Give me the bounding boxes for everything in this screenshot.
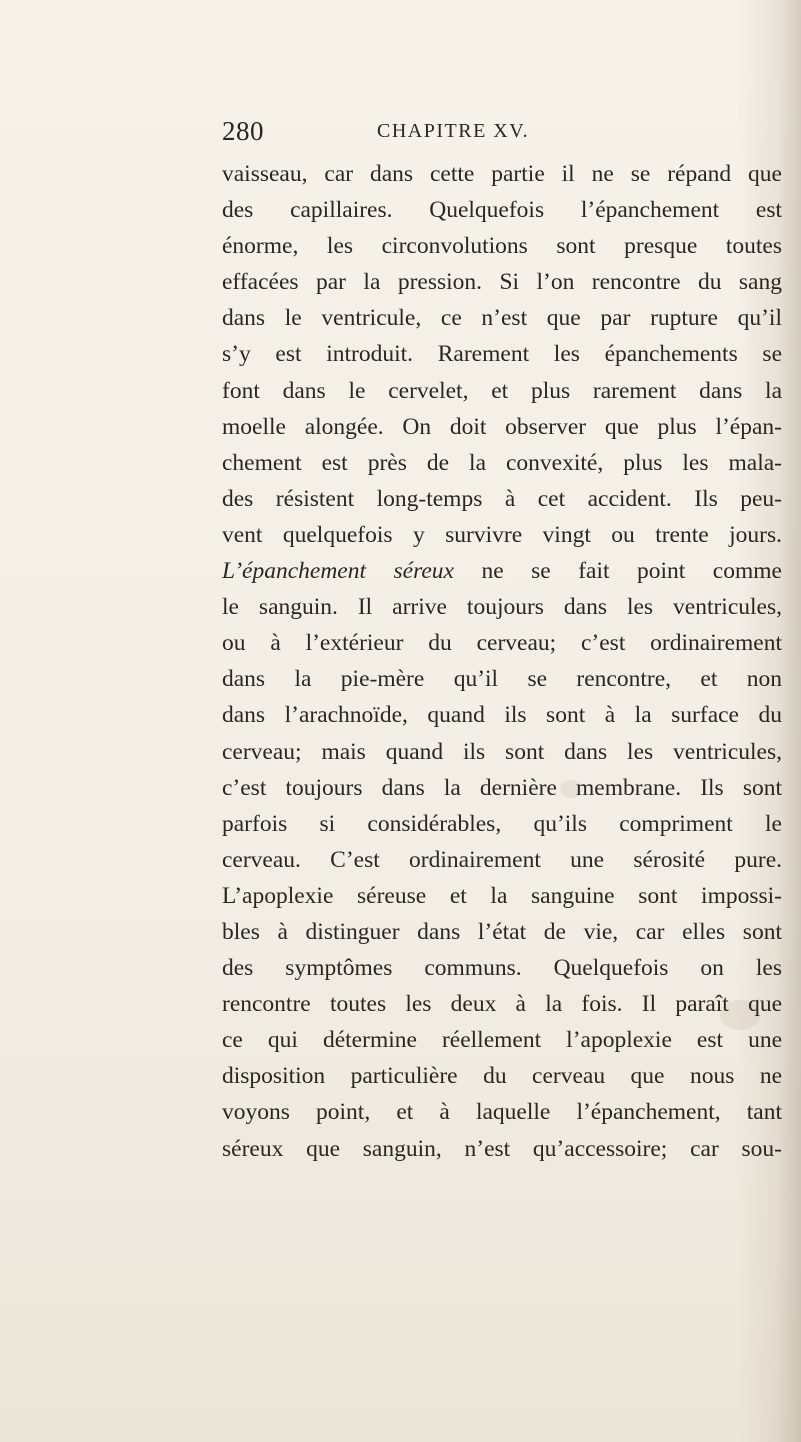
text-line: vent quelquefois y survivre vingt ou trente jours. (222, 521, 782, 548)
text-line: disposition particulière du cerveau que nous ne (222, 1063, 782, 1090)
text-line: parfois si considérables, qu’ils compriment le (222, 810, 782, 837)
running-head (222, 116, 782, 156)
text-line: le sanguin. Il arrive toujours dans les ventricules, (222, 594, 782, 621)
text-line: cerveau. C’est ordinairement une sérosité pure. (222, 846, 782, 873)
text-line: voyons point, et à laquelle l’épanchement, tant (222, 1099, 782, 1126)
text-line: bles à distinguer dans l’état de vie, car elles sont (222, 918, 782, 945)
chapter-title: CHAPITRE XV. (377, 120, 530, 142)
text-line: énorme, les circonvolutions sont presque toutes (222, 233, 782, 260)
text-line: vaisseau, car dans cette partie il ne se répand que (222, 161, 782, 187)
text-line: des résistent long-temps à cet accident. Ils peu- (222, 485, 782, 512)
text-line: dans la pie-mère qu’il se rencontre, et non (222, 666, 782, 693)
text-line: moelle alongée. On doit observer que plus l’épan- (222, 413, 782, 440)
body-text (222, 156, 782, 1167)
text-line: font dans le cervelet, et plus rarement dans la (222, 377, 782, 404)
text-line: des capillaires. Quelquefois l’épanchement est (222, 197, 782, 224)
text-line-with-italic (222, 553, 782, 589)
text-line: cerveau; mais quand ils sont dans les ventricules, (222, 738, 782, 765)
text-line: s’y est introduit. Rarement les épanchements se (222, 341, 782, 368)
text-line: ce qui détermine réellement l’apoplexie est une (222, 1027, 782, 1054)
text-line: ou à l’extérieur du cerveau; c’est ordinairement (222, 630, 782, 657)
text-line: dans l’arachnoïde, quand ils sont à la surface du (222, 702, 782, 729)
text-line-rest: ne se fait point comme (453, 558, 782, 585)
text-line: L’apoplexie séreuse et la sanguine sont impossi- (222, 882, 782, 909)
text-line: chement est près de la convexité, plus les mala- (222, 449, 782, 476)
text-line: effacées par la pression. Si l’on rencontre du sang (222, 269, 782, 296)
page-number: 280 (222, 116, 264, 146)
text-line: rencontre toutes les deux à la fois. Il paraît que (222, 991, 782, 1018)
italic-phrase: L’épanchement séreux (222, 558, 454, 585)
text-line: dans le ventricule, ce n’est que par rupture qu’il (222, 305, 782, 332)
text-line: séreux que sanguin, n’est qu’accessoire; car sou- (222, 1135, 782, 1162)
text-line: des symptômes communs. Quelquefois on les (222, 955, 782, 982)
text-line: c’est toujours dans la dernière membrane. Ils sont (222, 774, 782, 801)
